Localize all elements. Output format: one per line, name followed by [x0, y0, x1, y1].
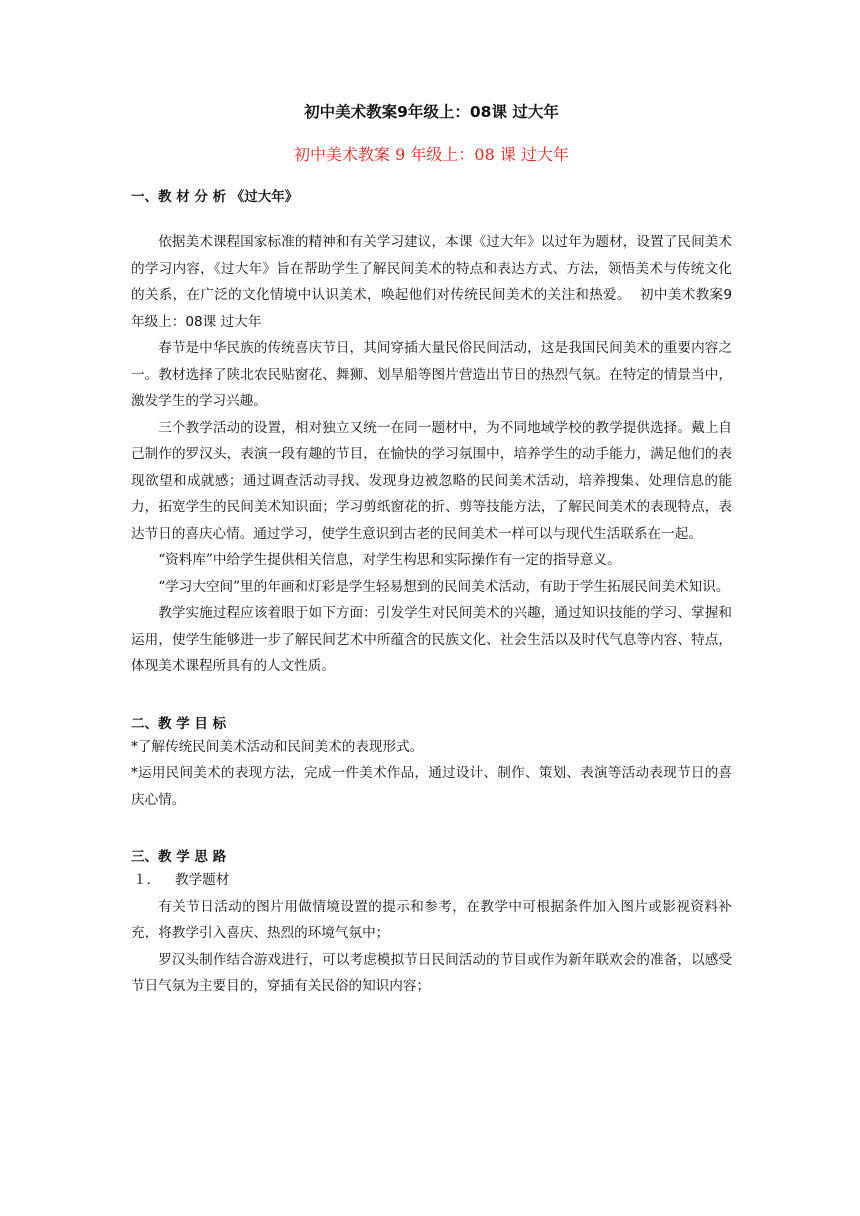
- page-subtitle: 初中美术教案 9 年级上：08 课 过大年: [294, 145, 569, 164]
- paragraph-text: 依据美术课程国家标准的精神和有关学习建议，本课《过大年》以过年为题材，设置了民间美术的学习内容，《过大年》旨在帮助学生了解民间美术的特点和表达方式、方法，领悟美术与传统文化的关系，在广泛的文化情境中认识美术，唤起他们对传统民间美术的关注和热爱。: [131, 234, 732, 303]
- paragraph: 三个教学活动的设置，相对独立又统一在同一题材中，为不同地域学校的教学提供选择。戴上自己制作的罗汉头，表演一段有趣的节目，在愉快的学习氛围中，培养学生的动手能力，满足他们的表现欲望和成就感；通过调查活动寻找、发现身边被忽略的民间美术活动，培养搜集、处理信息的能力，拓宽学生的民间美术知识面；学习剪纸窗花的折、剪等技能方法，了解民间美术的表现特点，表达节日的喜庆心情。通过学习，使学生意识到古老的民间美术一样可以与现代生活联系在一起。: [131, 419, 732, 542]
- section-heading-goals: 二、教 学 目 标: [131, 715, 227, 732]
- list-item: *运用民间美术的表现方法，完成一件美术作品，通过设计、制作、策划、表演等活动表现节日的喜庆心情。: [131, 765, 732, 808]
- paragraph: 有关节日活动的图片用做情境设置的提示和参考，在教学中可根据条件加入图片或影视资料补充，将教学引入喜庆、热烈的环境气氛中；: [131, 898, 732, 941]
- list-label: 教学题材: [175, 872, 230, 888]
- numbered-item: [131, 867, 732, 894]
- paragraph: [131, 229, 732, 335]
- list-item: *了解传统民间美术活动和民间美术的表现形式。: [131, 738, 424, 755]
- page-title: 初中美术教案9年级上：08课 过大年: [304, 103, 559, 121]
- paragraph: “学习大空间”里的年画和灯彩是学生轻易想到的民间美术活动，有助于学生拓展民间美术知识。: [158, 578, 730, 595]
- inline-title-repeat: 初中美术教案9年级上：08课 过大年: [131, 287, 732, 330]
- paragraph: 春节是中华民族的传统喜庆节日，其间穿插大量民俗民间活动，这是我国民间美术的重要内容之一。教材选择了陕北农民贴窗花、舞狮、划旱船等图片营造出节日的热烈气氛。在特定的情景当中，激发学生的学习兴趣。: [131, 340, 732, 409]
- paragraph: “资料库”中给学生提供相关信息，对学生构思和实际操作有一定的指导意义。: [158, 552, 621, 568]
- paragraph: 教学实施过程应该着眼于如下方面：引发学生对民间美术的兴趣，通过知识技能的学习、掌握和运用，使学生能够进一步了解民间艺术中所蕴含的民族文化、社会生活以及时代气息等内容、特点，体现美术课程所具有的人文性质。: [131, 605, 732, 674]
- section-heading-analysis: 一、教 材 分 析 《过大年》: [131, 189, 299, 205]
- paragraph: 罗汉头制作结合游戏进行，可以考虑模拟节日民间活动的节目或作为新年联欢会的准备，以感受节日气氛为主要目的，穿插有关民俗的知识内容；: [131, 951, 732, 994]
- list-number: １．: [133, 872, 161, 888]
- section-heading-approach: 三、教 学 思 路: [131, 849, 227, 865]
